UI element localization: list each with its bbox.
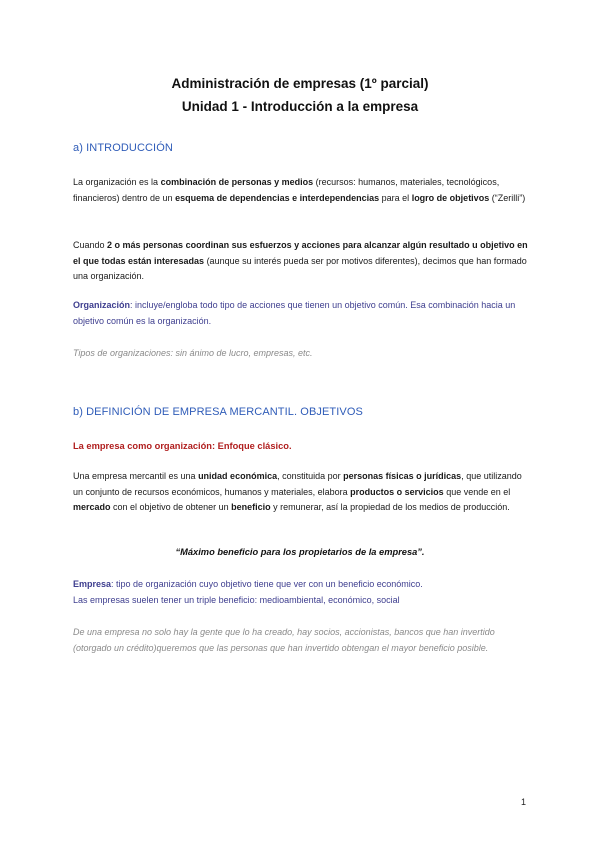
empresa-definition <box>73 577 528 608</box>
bold-run: beneficio <box>231 502 271 513</box>
section-b-paragraph-1 <box>73 469 528 516</box>
bold-run: unidad económica <box>198 471 278 481</box>
text-run: La organización es la <box>73 177 161 187</box>
text-run: (“Zerilli”) <box>489 192 526 203</box>
highlight-quote: “Máximo beneficio para los propietarios de la empresa”. <box>175 547 425 557</box>
definition-text: : incluye/engloba todo tipo de acciones que tienen un objetivo común. Esa combinación hacia un objetivo común es la organización. <box>73 300 516 326</box>
organizacion-definition <box>73 298 528 329</box>
section-a-paragraph-1 <box>73 175 528 206</box>
definition-text: Las empresas suelen tener un triple beneficio: medioambiental, económico, social <box>73 594 400 605</box>
section-b-subheading: La empresa como organización: Enfoque clásico. <box>73 441 292 451</box>
document-subtitle: Unidad 1 - Introducción a la empresa <box>181 99 419 114</box>
definition-text: : tipo de organización cuyo objetivo tiene que ver con un beneficio económico. <box>111 579 423 589</box>
section-b-heading: b) DEFINICIÓN DE EMPRESA MERCANTIL. OBJETIVOS <box>73 406 363 418</box>
bold-run: productos o servicios <box>350 486 444 497</box>
definition-term: Organización <box>73 300 131 310</box>
document-title: Administración de empresas (1º parcial) <box>171 76 429 91</box>
bold-run: combinación de personas y medios <box>160 177 314 187</box>
page-number: 1 <box>521 797 527 807</box>
text-run: para el <box>379 192 412 203</box>
bold-run: 2 o más personas coordinan sus esfuerzos y acciones para alcanzar algún resultado u objetivo en el que todas están interesadas <box>73 240 528 266</box>
text-run: con el objetivo de obtener un <box>110 502 232 513</box>
definition-term: Empresa <box>73 579 112 589</box>
section-a-paragraph-2 <box>73 238 528 285</box>
text-run: que vende en el <box>443 486 511 497</box>
text-run: (recursos: humanos, materiales, tecnológicos, financieros) dentro de un <box>73 177 500 203</box>
text-run: Cuando <box>73 240 108 250</box>
bold-run: esquema de dependencias e interdependencias <box>175 192 380 203</box>
text-run: (aunque su interés pueda ser por motivos diferentes), decimos que han formado una organización. <box>73 255 527 282</box>
text-run: , que utilizando un conjunto de recursos económicos, humanos y materiales, elabora <box>73 471 522 497</box>
section-a-heading: a) INTRODUCCIÓN <box>73 142 173 154</box>
text-run: y remunerar, así la propiedad de los medios de producción. <box>270 502 510 513</box>
bold-run: mercado <box>73 502 111 513</box>
bold-run: personas físicas o jurídicas <box>343 471 462 481</box>
text-run: Una empresa mercantil es una <box>73 471 199 481</box>
section-a-note: Tipos de organizaciones: sin ánimo de lucro, empresas, etc. <box>73 348 313 358</box>
text-run: , constituida por <box>277 471 344 481</box>
bold-run: logro de objetivos <box>411 192 490 203</box>
section-b-note: De una empresa no solo hay la gente que lo ha creado, hay socios, accionistas, bancos que han invertido (otorgado un crédito)queremos que las personas que han invertido obtengan el mayor beneficio posible. <box>73 627 495 653</box>
